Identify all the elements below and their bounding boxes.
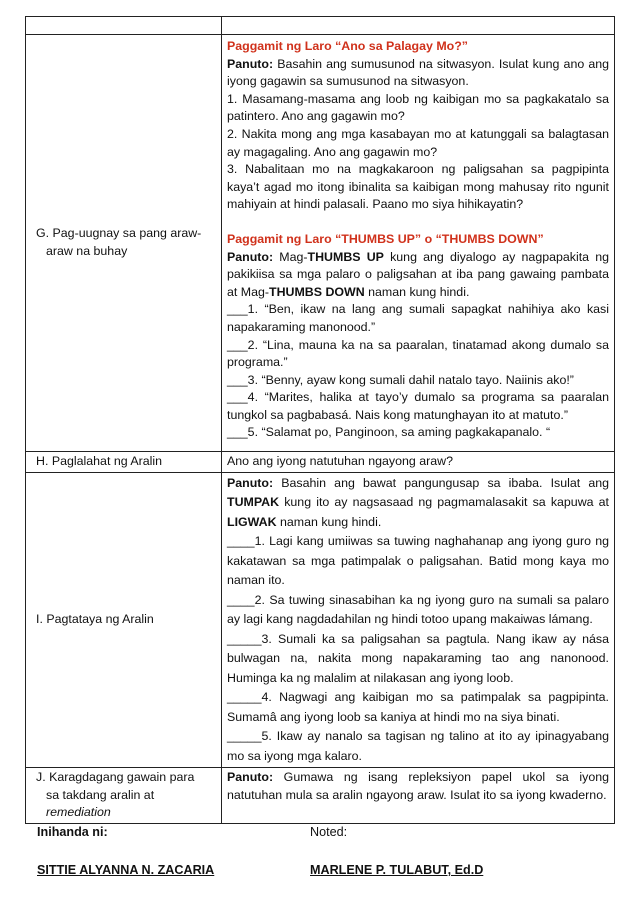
game2-item-3: ___3. “Benny, ayaw kong sumali dahil natalo tayo. Naiinis ako!” [227, 372, 574, 387]
section-j-label-line-1: J. Karagdagang gawain para [36, 770, 195, 785]
section-j-content [222, 768, 615, 824]
game2-item-1: ___1. “Ben, ikaw na lang ang sumali sapagkat nahihiya ako kasi napakaraming manonood.” [227, 302, 609, 334]
section-g-label: G. Pag-uugnay sa pang araw-araw na buhay [36, 226, 202, 259]
lesson-plan-table [25, 16, 615, 824]
section-h-label: H. Paglalahat ng Aralin [36, 454, 163, 469]
panuto-label: Panuto: [227, 770, 274, 785]
section-j-panuto-text: Gumawa ng isang repleksiyon papel ukol sa iyong natutuhan mula sa aralin ngayong araw. Isulat ito sa iyong kwaderno. [227, 770, 609, 802]
prepared-by-label: Inihanda ni: [37, 825, 108, 839]
empty-cell-left [26, 17, 222, 35]
section-j-label-line-3: remediation [46, 805, 111, 820]
game1-item-1: 1. Masamang-masama ang loob ng kaibigan mo sa pagkakatalo sa patintero. Ano ang gagawin mo? [227, 91, 609, 124]
section-i-item-3: _____3. Sumali ka sa paligsahan sa pagtula. Nang ikaw ay nása bulwagan na, nakita mong napakaraming tao ang nanonood. Huminga ka ng malalim at nilakasan ang iyong loob. [227, 631, 609, 685]
table-row-section-g [26, 35, 615, 452]
game1-item-3: 3. Nabalitaan mo na magkakaroon ng paligsahan sa pagpipinta kaya’t agad mo itong ibinalita sa kaibigan mong mahusay rito ngunit mahiyain at hindi palasali. Paano mo siya hihikayatin? [227, 162, 609, 212]
section-j-panuto [227, 769, 609, 804]
noter-name: MARLENE P. TULABUT, Ed.D [310, 863, 484, 877]
ligwak-text: LIGWAK [227, 514, 277, 529]
table-row-empty [26, 17, 615, 35]
preparer-name: SITTIE ALYANNA N. ZACARIA [37, 863, 215, 877]
thumbs-up-text: THUMBS UP [307, 249, 384, 264]
section-g-content [222, 35, 615, 452]
table-row-section-h [26, 452, 615, 473]
section-i-content [222, 472, 615, 768]
section-h-label-cell [26, 452, 222, 473]
panuto-label: Panuto: [227, 475, 274, 490]
section-i-item-4: _____4. Nagwagi ang kaibigan mo sa patimpalak sa pagpipinta. Sumamâ ang iyong loob sa kaniya at hindi mo na siya binati. [227, 690, 609, 724]
game2-panuto-text-1: Mag- [273, 249, 308, 264]
game1-panuto-text: Basahin ang sumusunod na sitwasyon. Isulat kung ano ang iyong gagawin sa sumusunod na sitwasyon. [227, 56, 609, 89]
game1-panuto [227, 56, 609, 91]
thumbs-down-text: THUMBS DOWN [269, 284, 365, 299]
section-g-label-cell [26, 35, 222, 452]
game2-panuto-text-3: naman kung hindi. [364, 284, 470, 299]
game2-panuto-text-2: kung ang diyalogo ay nagpapakita ng pakikiisa sa mga palaro o paligsahan at iba pang gawaing pambata at Mag- [227, 249, 609, 299]
section-i-panuto [227, 474, 609, 533]
section-i-item-5: _____5. Ikaw ay nanalo sa tagisan ng talino at ito ay ipinagyabang mo sa iyong mga kalaro. [227, 729, 609, 763]
section-i-panuto-text-2: kung ito ay nagsasaad ng pagmamalasakit sa kapuwa at [279, 495, 609, 510]
section-i-item-1: ____1. Lagi kang umiiwas sa tuwing naghahanap ang iyong guro ng kakatawan sa mga patimpalak o paligsahan. Batid mong kaya mo naman ito. [227, 534, 609, 588]
game1-title: Paggamit ng Laro “Ano sa Palagay Mo?” [227, 39, 468, 53]
section-i-label: I. Pagtataya ng Aralin [36, 612, 154, 627]
game2-title: Paggamit ng Laro “THUMBS UP” o “THUMBS DOWN” [227, 231, 544, 246]
section-j-label-cell [26, 768, 222, 824]
section-j-label-line-2: sa takdang aralin at [46, 787, 155, 802]
game2-item-2: ___2. “Lina, mauna ka na sa paaralan, tinatamad akong dumalo sa programa.” [227, 337, 609, 370]
panuto-label: Panuto: [227, 249, 274, 264]
table-row-section-j [26, 768, 615, 824]
section-i-item-2: ____2. Sa tuwing sinasabihan ka ng iyong guro na sumali sa palaro ay lagi kang nagdadahilan ng hindi totoo upang makaiwas lámang. [227, 592, 609, 627]
tumpak-text: TUMPAK [227, 495, 280, 510]
section-h-content: Ano ang iyong natutuhan ngayong araw? [222, 452, 615, 473]
game1-item-2: 2. Nakita mong ang mga kasabayan mo at katunggali sa balagtasan ay magagaling. Ano ang gagawin mo? [227, 126, 609, 159]
section-i-panuto-text-3: naman kung hindi. [276, 514, 382, 529]
panuto-label: Panuto: [227, 56, 274, 71]
game2-panuto [227, 249, 609, 302]
section-i-label-cell [26, 472, 222, 768]
noted-label: Noted: [310, 825, 348, 839]
section-i-panuto-text-1: Basahin ang bawat pangungusap sa ibaba. Isulat ang [273, 475, 609, 490]
empty-cell-right [222, 17, 615, 35]
game2-item-5: ___5. “Salamat po, Panginoon, sa aming pagkakapanalo. “ [227, 425, 551, 440]
spacer [227, 214, 609, 231]
game2-item-4: ___4. “Marites, halika at tayo’y dumalo sa programa sa paaralan tungkol sa pagbabasá. Nais kong matunghayan ito at matuto.” [227, 390, 609, 422]
table-row-section-i [26, 472, 615, 768]
